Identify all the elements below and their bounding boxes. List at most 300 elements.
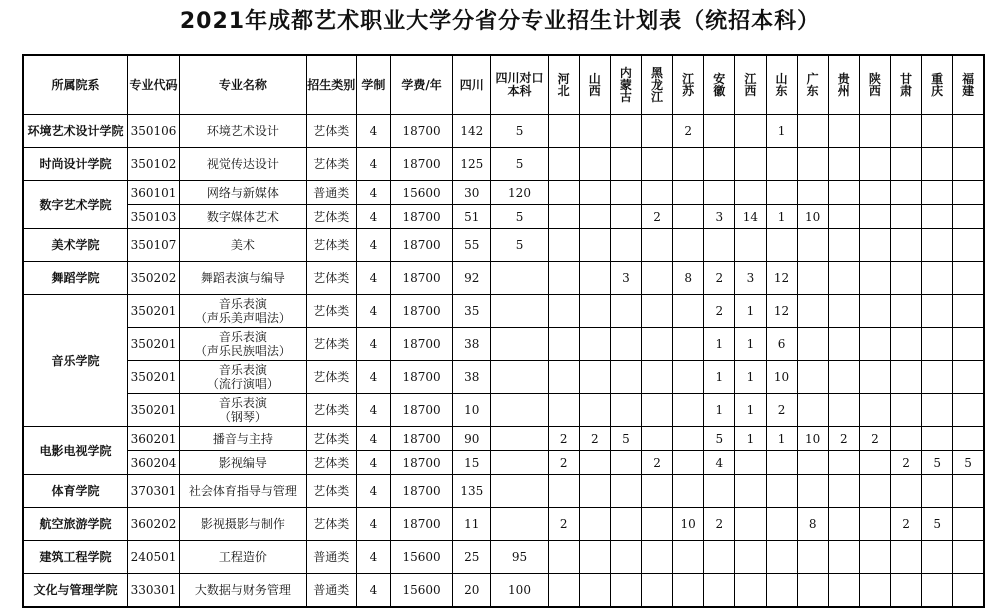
province-quota-cell xyxy=(610,475,641,508)
admission-type-cell: 艺体类 xyxy=(306,328,356,361)
major-name-cell: 视觉传达设计 xyxy=(180,148,307,181)
duration-cell: 4 xyxy=(356,451,390,475)
province-quota-cell xyxy=(548,328,579,361)
province-quota-cell xyxy=(797,148,828,181)
province-quota-cell: 2 xyxy=(704,295,735,328)
tuition-cell: 18700 xyxy=(390,205,452,229)
province-quota-cell xyxy=(828,451,859,475)
province-quota-cell xyxy=(797,328,828,361)
major-direction-line: （流行演唱） xyxy=(206,377,279,391)
province-quota-cell xyxy=(859,361,890,394)
province-quota-cell xyxy=(797,574,828,608)
sichuan-quota-cell: 30 xyxy=(453,181,491,205)
admission-type-cell: 普通类 xyxy=(306,181,356,205)
province-quota-cell xyxy=(579,148,610,181)
sichuan-quota-cell: 38 xyxy=(453,361,491,394)
province-quota-cell xyxy=(828,148,859,181)
table-row xyxy=(23,508,984,541)
duration-cell: 4 xyxy=(356,181,390,205)
major-name-line: 音乐表演 xyxy=(218,396,267,410)
admission-type-cell: 艺体类 xyxy=(306,361,356,394)
province-quota-cell xyxy=(642,361,673,394)
province-quota-cell xyxy=(922,295,953,328)
province-quota-cell: 2 xyxy=(548,508,579,541)
province-quota-cell xyxy=(579,205,610,229)
table-row xyxy=(23,148,984,181)
province-quota-cell xyxy=(610,361,641,394)
column-header: 所属院系 xyxy=(23,55,127,115)
province-quota-cell xyxy=(766,541,797,574)
tuition-cell: 18700 xyxy=(390,451,452,475)
province-quota-cell xyxy=(704,148,735,181)
province-quota-cell xyxy=(891,361,922,394)
province-quota-cell: 5 xyxy=(922,451,953,475)
province-quota-cell: 5 xyxy=(704,427,735,451)
province-quota-cell xyxy=(953,115,984,148)
sichuan-quota-cell: 15 xyxy=(453,451,491,475)
province-quota-cell xyxy=(797,295,828,328)
province-quota-cell xyxy=(891,229,922,262)
major-code-cell: 330301 xyxy=(127,574,179,608)
province-quota-cell xyxy=(797,361,828,394)
province-quota-cell xyxy=(579,328,610,361)
duration-cell: 4 xyxy=(356,205,390,229)
province-quota-cell xyxy=(828,229,859,262)
column-header: 内蒙古 xyxy=(610,55,641,115)
duration-cell: 4 xyxy=(356,475,390,508)
province-quota-cell: 1 xyxy=(735,427,766,451)
table-row xyxy=(23,328,984,361)
province-quota-cell: 8 xyxy=(673,262,704,295)
sichuan-quota-cell: 38 xyxy=(453,328,491,361)
major-code-cell: 240501 xyxy=(127,541,179,574)
college-cell: 环境艺术设计学院 xyxy=(23,115,127,148)
province-quota-cell xyxy=(610,229,641,262)
province-quota-cell xyxy=(579,262,610,295)
province-quota-cell xyxy=(828,181,859,205)
province-quota-cell: 2 xyxy=(891,508,922,541)
province-quota-cell xyxy=(610,181,641,205)
sichuan-duikou-quota-cell xyxy=(491,394,548,427)
province-quota-cell: 5 xyxy=(922,508,953,541)
province-quota-cell xyxy=(922,328,953,361)
province-quota-cell xyxy=(891,205,922,229)
province-quota-cell xyxy=(610,295,641,328)
province-quota-cell xyxy=(859,115,890,148)
province-quota-cell xyxy=(953,427,984,451)
admission-type-cell: 艺体类 xyxy=(306,508,356,541)
province-quota-cell xyxy=(735,115,766,148)
province-quota-cell xyxy=(922,205,953,229)
province-quota-cell: 5 xyxy=(953,451,984,475)
province-quota-cell: 6 xyxy=(766,328,797,361)
province-quota-cell xyxy=(673,541,704,574)
province-quota-cell xyxy=(922,148,953,181)
tuition-cell: 18700 xyxy=(390,229,452,262)
table-row xyxy=(23,361,984,394)
column-header: 重庆 xyxy=(922,55,953,115)
province-quota-cell xyxy=(642,328,673,361)
province-quota-cell xyxy=(579,574,610,608)
province-quota-cell xyxy=(610,328,641,361)
sichuan-duikou-quota-cell: 5 xyxy=(491,229,548,262)
sichuan-duikou-quota-cell: 100 xyxy=(491,574,548,608)
college-cell: 音乐学院 xyxy=(23,295,127,427)
admission-type-cell: 艺体类 xyxy=(306,115,356,148)
column-header: 甘肃 xyxy=(891,55,922,115)
province-quota-cell xyxy=(642,574,673,608)
province-quota-cell xyxy=(828,394,859,427)
province-quota-cell: 2 xyxy=(548,451,579,475)
province-quota-cell xyxy=(579,115,610,148)
province-quota-cell xyxy=(673,361,704,394)
province-quota-cell xyxy=(766,451,797,475)
admission-type-cell: 艺体类 xyxy=(306,394,356,427)
province-quota-cell xyxy=(828,295,859,328)
college-cell: 数字艺术学院 xyxy=(23,181,127,229)
province-quota-cell: 1 xyxy=(766,427,797,451)
major-code-cell: 350201 xyxy=(127,328,179,361)
province-quota-cell: 12 xyxy=(766,262,797,295)
sichuan-duikou-quota-cell: 5 xyxy=(491,115,548,148)
table-header-row xyxy=(23,55,984,115)
province-quota-cell xyxy=(859,508,890,541)
province-quota-cell xyxy=(548,229,579,262)
province-quota-cell xyxy=(766,475,797,508)
major-code-cell: 370301 xyxy=(127,475,179,508)
province-quota-cell xyxy=(735,574,766,608)
province-quota-cell xyxy=(859,148,890,181)
province-quota-cell xyxy=(735,541,766,574)
duration-cell: 4 xyxy=(356,262,390,295)
duration-cell: 4 xyxy=(356,361,390,394)
column-header: 山东 xyxy=(766,55,797,115)
province-quota-cell xyxy=(922,361,953,394)
admission-type-cell: 艺体类 xyxy=(306,295,356,328)
province-quota-cell xyxy=(704,115,735,148)
province-quota-cell xyxy=(953,541,984,574)
tuition-cell: 18700 xyxy=(390,295,452,328)
duration-cell: 4 xyxy=(356,574,390,608)
sichuan-quota-cell: 25 xyxy=(453,541,491,574)
enrollment-plan-table xyxy=(22,54,985,608)
province-quota-cell xyxy=(891,181,922,205)
province-quota-cell xyxy=(610,574,641,608)
province-quota-cell xyxy=(610,394,641,427)
province-quota-cell xyxy=(953,475,984,508)
sichuan-quota-cell: 20 xyxy=(453,574,491,608)
province-quota-cell: 1 xyxy=(735,361,766,394)
province-quota-cell xyxy=(828,508,859,541)
table-row xyxy=(23,115,984,148)
province-quota-cell xyxy=(579,508,610,541)
table-row xyxy=(23,475,984,508)
province-quota-cell xyxy=(579,541,610,574)
province-quota-cell: 10 xyxy=(797,427,828,451)
major-name-cell: 社会体育指导与管理 xyxy=(180,475,307,508)
tuition-cell: 18700 xyxy=(390,508,452,541)
duration-cell: 4 xyxy=(356,427,390,451)
admission-type-cell: 艺体类 xyxy=(306,229,356,262)
province-quota-cell xyxy=(922,229,953,262)
column-header: 河北 xyxy=(548,55,579,115)
province-quota-cell xyxy=(828,475,859,508)
admission-type-cell: 普通类 xyxy=(306,541,356,574)
duration-cell: 4 xyxy=(356,229,390,262)
admission-type-cell: 艺体类 xyxy=(306,205,356,229)
province-quota-cell xyxy=(797,475,828,508)
tuition-cell: 18700 xyxy=(390,361,452,394)
province-quota-cell xyxy=(766,229,797,262)
province-quota-cell xyxy=(610,115,641,148)
table-row xyxy=(23,541,984,574)
province-quota-cell: 2 xyxy=(891,451,922,475)
province-quota-cell xyxy=(642,427,673,451)
sichuan-duikou-quota-cell xyxy=(491,451,548,475)
sichuan-quota-cell: 125 xyxy=(453,148,491,181)
province-quota-cell xyxy=(953,205,984,229)
province-quota-cell xyxy=(891,328,922,361)
major-name-cell: 环境艺术设计 xyxy=(180,115,307,148)
sichuan-duikou-quota-cell: 5 xyxy=(491,205,548,229)
province-quota-cell xyxy=(548,262,579,295)
province-quota-cell xyxy=(548,295,579,328)
major-code-cell: 360201 xyxy=(127,427,179,451)
province-quota-cell xyxy=(859,475,890,508)
province-quota-cell: 1 xyxy=(766,205,797,229)
province-quota-cell xyxy=(797,262,828,295)
province-quota-cell xyxy=(859,181,890,205)
column-header: 陕西 xyxy=(859,55,890,115)
province-quota-cell xyxy=(642,508,673,541)
province-quota-cell xyxy=(610,148,641,181)
column-header: 福建 xyxy=(953,55,984,115)
tuition-cell: 15600 xyxy=(390,181,452,205)
sichuan-duikou-quota-cell xyxy=(491,262,548,295)
province-quota-cell xyxy=(797,115,828,148)
major-direction-line: （声乐美声唱法） xyxy=(194,311,291,325)
table-row xyxy=(23,574,984,608)
province-quota-cell xyxy=(673,181,704,205)
province-quota-cell xyxy=(891,295,922,328)
province-quota-cell xyxy=(548,394,579,427)
province-quota-cell xyxy=(642,262,673,295)
sichuan-duikou-quota-cell xyxy=(491,328,548,361)
province-quota-cell xyxy=(891,394,922,427)
province-quota-cell xyxy=(704,229,735,262)
province-quota-cell xyxy=(797,229,828,262)
province-quota-cell xyxy=(548,115,579,148)
table-row xyxy=(23,229,984,262)
province-quota-cell: 2 xyxy=(766,394,797,427)
admission-type-cell: 艺体类 xyxy=(306,262,356,295)
admission-type-cell: 艺体类 xyxy=(306,148,356,181)
province-quota-cell: 10 xyxy=(797,205,828,229)
province-quota-cell xyxy=(548,574,579,608)
table-row xyxy=(23,295,984,328)
province-quota-cell xyxy=(797,541,828,574)
college-cell: 建筑工程学院 xyxy=(23,541,127,574)
major-name-cell xyxy=(180,295,307,328)
table-row xyxy=(23,181,984,205)
college-cell: 文化与管理学院 xyxy=(23,574,127,608)
province-quota-cell: 2 xyxy=(859,427,890,451)
province-quota-cell xyxy=(891,475,922,508)
province-quota-cell xyxy=(548,541,579,574)
duration-cell: 4 xyxy=(356,328,390,361)
sichuan-duikou-quota-cell: 95 xyxy=(491,541,548,574)
major-name-cell xyxy=(180,328,307,361)
major-code-cell: 350201 xyxy=(127,295,179,328)
province-quota-cell: 3 xyxy=(704,205,735,229)
major-code-cell: 350103 xyxy=(127,205,179,229)
province-quota-cell xyxy=(859,394,890,427)
province-quota-cell xyxy=(891,262,922,295)
column-header: 四川 xyxy=(453,55,491,115)
province-quota-cell xyxy=(922,574,953,608)
province-quota-cell: 2 xyxy=(673,115,704,148)
sichuan-duikou-quota-cell: 5 xyxy=(491,148,548,181)
column-header: 江西 xyxy=(735,55,766,115)
province-quota-cell xyxy=(673,475,704,508)
province-quota-cell xyxy=(735,229,766,262)
province-quota-cell xyxy=(642,295,673,328)
province-quota-cell xyxy=(673,328,704,361)
province-quota-cell xyxy=(797,181,828,205)
duration-cell: 4 xyxy=(356,541,390,574)
province-quota-cell xyxy=(673,148,704,181)
tuition-cell: 15600 xyxy=(390,574,452,608)
province-quota-cell xyxy=(642,475,673,508)
major-name-cell: 影视摄影与制作 xyxy=(180,508,307,541)
province-quota-cell xyxy=(579,181,610,205)
major-name-cell: 影视编导 xyxy=(180,451,307,475)
admission-type-cell: 艺体类 xyxy=(306,451,356,475)
major-code-cell: 360204 xyxy=(127,451,179,475)
college-cell: 时尚设计学院 xyxy=(23,148,127,181)
province-quota-cell xyxy=(766,148,797,181)
province-quota-cell xyxy=(859,541,890,574)
province-quota-cell: 2 xyxy=(828,427,859,451)
column-header: 专业名称 xyxy=(180,55,307,115)
province-quota-cell: 3 xyxy=(610,262,641,295)
province-quota-cell xyxy=(548,361,579,394)
table-row xyxy=(23,394,984,427)
province-quota-cell: 1 xyxy=(766,115,797,148)
province-quota-cell xyxy=(642,541,673,574)
major-code-cell: 350102 xyxy=(127,148,179,181)
province-quota-cell xyxy=(891,115,922,148)
province-quota-cell xyxy=(704,541,735,574)
province-quota-cell xyxy=(859,205,890,229)
province-quota-cell xyxy=(704,475,735,508)
sichuan-duikou-quota-cell xyxy=(491,508,548,541)
admission-type-cell: 艺体类 xyxy=(306,475,356,508)
column-header: 广东 xyxy=(797,55,828,115)
province-quota-cell xyxy=(642,229,673,262)
sichuan-quota-cell: 35 xyxy=(453,295,491,328)
province-quota-cell xyxy=(610,451,641,475)
sichuan-duikou-quota-cell: 120 xyxy=(491,181,548,205)
column-header: 招生类别 xyxy=(306,55,356,115)
province-quota-cell xyxy=(642,115,673,148)
province-quota-cell xyxy=(673,451,704,475)
province-quota-cell xyxy=(953,181,984,205)
province-quota-cell: 1 xyxy=(704,361,735,394)
province-quota-cell xyxy=(642,394,673,427)
sichuan-quota-cell: 135 xyxy=(453,475,491,508)
province-quota-cell: 2 xyxy=(704,508,735,541)
province-quota-cell xyxy=(953,148,984,181)
major-name-cell: 网络与新媒体 xyxy=(180,181,307,205)
province-quota-cell: 1 xyxy=(735,394,766,427)
major-name-cell xyxy=(180,361,307,394)
major-name-cell: 大数据与财务管理 xyxy=(180,574,307,608)
tuition-cell: 18700 xyxy=(390,328,452,361)
sichuan-duikou-quota-cell xyxy=(491,295,548,328)
province-quota-cell xyxy=(828,541,859,574)
province-quota-cell xyxy=(548,205,579,229)
column-header: 学制 xyxy=(356,55,390,115)
duration-cell: 4 xyxy=(356,295,390,328)
province-quota-cell: 2 xyxy=(579,427,610,451)
province-quota-cell xyxy=(579,295,610,328)
province-quota-cell xyxy=(673,295,704,328)
column-header: 江苏 xyxy=(673,55,704,115)
major-direction-line: （声乐民族唱法） xyxy=(194,344,291,358)
province-quota-cell xyxy=(953,328,984,361)
province-quota-cell xyxy=(922,541,953,574)
province-quota-cell xyxy=(704,574,735,608)
province-quota-cell xyxy=(548,475,579,508)
major-name-cell: 舞蹈表演与编导 xyxy=(180,262,307,295)
duration-cell: 4 xyxy=(356,508,390,541)
province-quota-cell xyxy=(922,115,953,148)
major-code-cell: 350107 xyxy=(127,229,179,262)
sichuan-quota-cell: 10 xyxy=(453,394,491,427)
table-row xyxy=(23,451,984,475)
province-quota-cell xyxy=(891,574,922,608)
major-name-cell xyxy=(180,394,307,427)
major-code-cell: 360202 xyxy=(127,508,179,541)
province-quota-cell xyxy=(828,262,859,295)
table-body xyxy=(23,115,984,608)
column-header: 四川对口本科 xyxy=(491,55,548,115)
province-quota-cell xyxy=(922,181,953,205)
province-quota-cell: 2 xyxy=(704,262,735,295)
province-quota-cell xyxy=(548,148,579,181)
duration-cell: 4 xyxy=(356,394,390,427)
sichuan-quota-cell: 55 xyxy=(453,229,491,262)
province-quota-cell xyxy=(922,427,953,451)
province-quota-cell xyxy=(610,541,641,574)
province-quota-cell xyxy=(642,148,673,181)
province-quota-cell xyxy=(766,508,797,541)
province-quota-cell: 10 xyxy=(766,361,797,394)
province-quota-cell xyxy=(735,475,766,508)
major-name-line: 音乐表演 xyxy=(218,297,267,311)
province-quota-cell xyxy=(828,328,859,361)
province-quota-cell xyxy=(859,262,890,295)
province-quota-cell: 1 xyxy=(704,394,735,427)
province-quota-cell xyxy=(953,394,984,427)
duration-cell: 4 xyxy=(356,148,390,181)
province-quota-cell: 2 xyxy=(642,205,673,229)
province-quota-cell xyxy=(953,262,984,295)
province-quota-cell xyxy=(828,115,859,148)
major-direction-line: （钢琴） xyxy=(218,410,267,424)
tuition-cell: 18700 xyxy=(390,394,452,427)
